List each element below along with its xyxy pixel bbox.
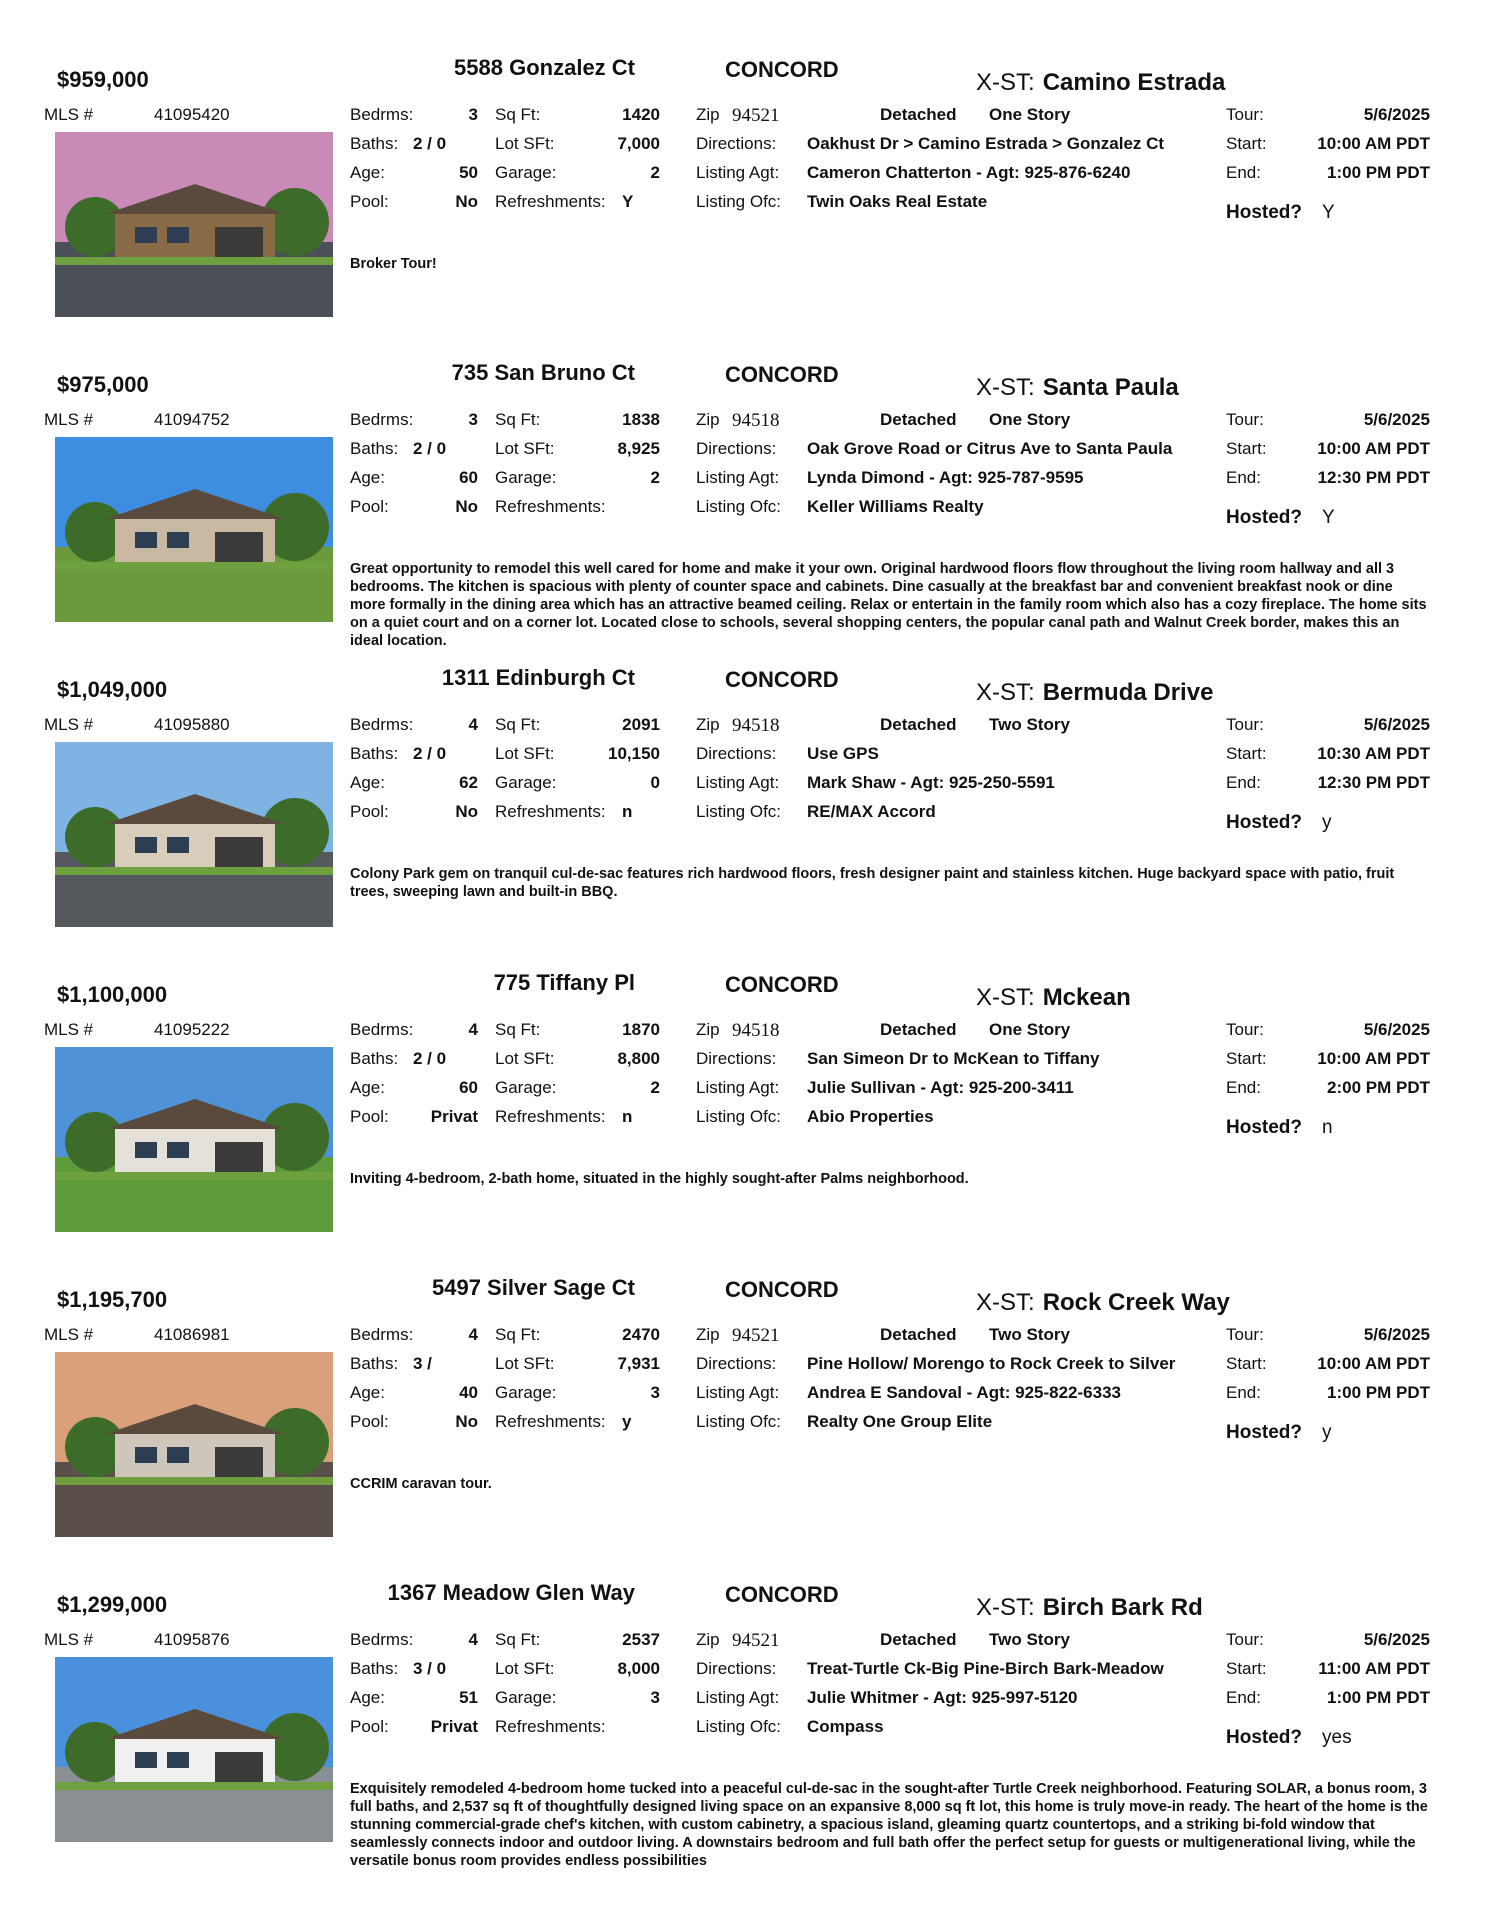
listing-city: CONCORD <box>725 972 839 997</box>
baths-label: Baths: <box>350 1659 399 1678</box>
bedrooms-label: Bedrms: <box>350 1630 414 1649</box>
age-value: 62 <box>459 773 478 792</box>
hosted-value: yes <box>1322 1727 1352 1748</box>
property-photo[interactable] <box>55 132 333 317</box>
pool-label: Pool: <box>350 192 389 211</box>
listing-agent-value: Julie Sullivan - Agt: 925-200-3411 <box>807 1078 1074 1097</box>
listing-agent-label: Listing Agt: <box>696 773 780 792</box>
listing-agent-label: Listing Agt: <box>696 1078 780 1097</box>
zip-value: 94518 <box>732 410 780 431</box>
end-label: End: <box>1226 1688 1261 1707</box>
listing <box>0 360 1487 660</box>
listing-remarks: Colony Park gem on tranquil cul-de-sac features rich hardwood floors, fresh designer paint and stainless kitchen. Huge backyard space with patio, fruit trees, sweeping lawn and built-in BBQ. <box>350 866 1395 900</box>
property-type: Detached <box>880 715 957 734</box>
garage-value: 3 <box>650 1688 660 1707</box>
listing-agent-value: Lynda Dimond - Agt: 925-787-9595 <box>807 468 1084 487</box>
mls-number: 41095222 <box>154 1020 230 1039</box>
listing-address: 1311 Edinburgh Ct <box>441 665 635 690</box>
refreshments-value: n <box>622 802 633 821</box>
bedrooms-label: Bedrms: <box>350 1325 414 1344</box>
property-photo[interactable] <box>55 1047 333 1232</box>
start-label: Start: <box>1226 744 1267 763</box>
lot-sqft-value: 8,000 <box>617 1659 660 1678</box>
bedrooms-value: 4 <box>468 1020 478 1039</box>
listing-agent-value: Julie Whitmer - Agt: 925-997-5120 <box>807 1688 1078 1707</box>
listing-office-label: Listing Ofc: <box>696 192 782 211</box>
directions-value: Treat-Turtle Ck-Big Pine-Birch Bark-Meadow <box>807 1659 1164 1678</box>
listing-office-value: Keller Williams Realty <box>807 497 984 516</box>
stories: Two Story <box>989 715 1070 734</box>
start-time: 10:00 AM PDT <box>1317 439 1430 458</box>
directions-label: Directions: <box>696 744 777 763</box>
sqft-value: 2537 <box>622 1630 660 1649</box>
zip-label: Zip <box>696 105 720 124</box>
pool-value: Privat <box>430 1717 478 1736</box>
tour-date: 5/6/2025 <box>1363 715 1430 734</box>
tour-label: Tour: <box>1226 410 1264 429</box>
sqft-label: Sq Ft: <box>495 1020 541 1039</box>
tour-date: 5/6/2025 <box>1363 410 1430 429</box>
garage-value: 3 <box>650 1383 660 1402</box>
listing <box>0 1580 1487 1880</box>
lot-sqft-label: Lot SFt: <box>495 1049 555 1068</box>
lot-sqft-label: Lot SFt: <box>495 744 555 763</box>
property-type: Detached <box>880 1325 957 1344</box>
zip-value: 94521 <box>732 1630 780 1651</box>
listing-address: 735 San Bruno Ct <box>451 360 635 385</box>
listing-office-label: Listing Ofc: <box>696 802 782 821</box>
cross-street-label: X-ST: <box>976 374 1035 401</box>
sqft-label: Sq Ft: <box>495 1630 541 1649</box>
garage-label: Garage: <box>495 468 557 487</box>
start-time: 10:00 AM PDT <box>1317 1354 1430 1373</box>
refreshments-label: Refreshments: <box>495 497 606 516</box>
age-value: 51 <box>459 1688 478 1707</box>
mls-number: 41094752 <box>154 410 230 429</box>
listing-remarks: Exquisitely remodeled 4-bedroom home tucked into a peaceful cul-de-sac in the sought-after Turtle Creek neighborhood. Featuring SOLAR, a bonus room, 3 full baths, and 2,537 sq ft of thoughtfully designed living space on an expansive 8,000 sq ft lot, this home is truly move-in ready. The heart of the home is the stunning commercial-grade chef's kitchen, with custom cabinetry, a spacious island, gleaming quartz countertops, and a striking bi-fold window that seamlessly connects indoor and outdoor living. A downstairs bedroom and full bath offer the perfect setup for guests or multigenerational living, while the versatile bonus room provides endless possibilities <box>350 1781 1428 1869</box>
refreshments-label: Refreshments: <box>495 192 606 211</box>
garage-label: Garage: <box>495 163 557 182</box>
directions-label: Directions: <box>696 439 777 458</box>
start-label: Start: <box>1226 134 1267 153</box>
listing-office-label: Listing Ofc: <box>696 1412 782 1431</box>
bedrooms-value: 4 <box>468 1630 478 1649</box>
property-photo[interactable] <box>55 437 333 622</box>
hosted-label: Hosted? <box>1226 202 1302 223</box>
age-value: 40 <box>459 1383 478 1402</box>
tour-label: Tour: <box>1226 1630 1264 1649</box>
pool-value: No <box>455 802 478 821</box>
stories: One Story <box>989 105 1071 124</box>
listing-price: $1,049,000 <box>57 677 168 702</box>
listing <box>0 1275 1487 1575</box>
cross-street-value: Rock Creek Way <box>1042 1289 1230 1316</box>
pool-value: No <box>455 192 478 211</box>
hosted-label: Hosted? <box>1226 507 1302 528</box>
property-photo[interactable] <box>55 1352 333 1537</box>
directions-label: Directions: <box>696 134 777 153</box>
baths-label: Baths: <box>350 1354 399 1373</box>
baths-value: 2 / 0 <box>413 134 447 153</box>
refreshments-value: n <box>622 1107 633 1126</box>
house-photo-icon <box>55 1047 333 1232</box>
pool-label: Pool: <box>350 1107 389 1126</box>
baths-value: 2 / 0 <box>413 439 447 458</box>
sqft-value: 1870 <box>622 1020 660 1039</box>
stories: Two Story <box>989 1630 1070 1649</box>
cross-street-value: Birch Bark Rd <box>1042 1594 1203 1621</box>
listing-city: CONCORD <box>725 362 839 387</box>
age-label: Age: <box>350 468 385 487</box>
listing-remarks: Great opportunity to remodel this well cared for home and make it your own. Original hardwood floors flow throughout the living room hallway and all 3 bedrooms. The kitchen is spacious with plenty of counter space and cabinets. Dine casually at the breakfast bar and convenient breakfast nook or dine more formally in the dining area which has an attractive beamed ceiling. Relax or entertain in the family room which also has a cozy fireplace. The home sits on a quiet court and on a corner lot. Located close to schools, several shopping centers, the popular canal path and Walnut Creek border, makes this an ideal location. <box>350 561 1427 649</box>
property-type: Detached <box>880 1020 957 1039</box>
cross-street <box>976 69 1225 97</box>
garage-label: Garage: <box>495 773 557 792</box>
end-time: 2:00 PM PDT <box>1327 1078 1430 1097</box>
refreshments-label: Refreshments: <box>495 1107 606 1126</box>
sqft-value: 2470 <box>622 1325 660 1344</box>
age-label: Age: <box>350 163 385 182</box>
cross-street <box>976 1594 1203 1622</box>
sqft-value: 1420 <box>622 105 660 124</box>
listing-address: 5497 Silver Sage Ct <box>431 1275 635 1300</box>
mls-number: 41095420 <box>154 105 230 124</box>
stories: One Story <box>989 1020 1071 1039</box>
pool-label: Pool: <box>350 497 389 516</box>
hosted-value: Y <box>1322 202 1335 223</box>
listing-office-label: Listing Ofc: <box>696 497 782 516</box>
hosted-value: y <box>1322 812 1332 833</box>
listing-office-label: Listing Ofc: <box>696 1717 782 1736</box>
property-photo[interactable] <box>55 1657 333 1842</box>
garage-label: Garage: <box>495 1688 557 1707</box>
tour-label: Tour: <box>1226 1020 1264 1039</box>
directions-value: Use GPS <box>807 744 879 763</box>
listing-address: 5588 Gonzalez Ct <box>454 55 635 80</box>
mls-label: MLS # <box>44 105 94 124</box>
age-label: Age: <box>350 1383 385 1402</box>
cross-street <box>976 1289 1230 1317</box>
tour-label: Tour: <box>1226 105 1264 124</box>
baths-value: 2 / 0 <box>413 744 447 763</box>
listing-agent-value: Cameron Chatterton - Agt: 925-876-6240 <box>807 163 1131 182</box>
hosted-value: n <box>1322 1117 1333 1138</box>
listing-agent-value: Mark Shaw - Agt: 925-250-5591 <box>807 773 1055 792</box>
hosted-value: y <box>1322 1422 1332 1443</box>
directions-value: Oak Grove Road or Citrus Ave to Santa Paula <box>807 439 1173 458</box>
tour-date: 5/6/2025 <box>1363 1325 1430 1344</box>
age-label: Age: <box>350 773 385 792</box>
sqft-label: Sq Ft: <box>495 105 541 124</box>
tour-date: 5/6/2025 <box>1363 105 1430 124</box>
directions-label: Directions: <box>696 1354 777 1373</box>
end-time: 12:30 PM PDT <box>1317 468 1430 487</box>
listing-city: CONCORD <box>725 57 839 82</box>
lot-sqft-label: Lot SFt: <box>495 134 555 153</box>
listing-city: CONCORD <box>725 1277 839 1302</box>
zip-value: 94518 <box>732 1020 780 1041</box>
mls-number: 41086981 <box>154 1325 230 1344</box>
listing-agent-label: Listing Agt: <box>696 468 780 487</box>
property-type: Detached <box>880 410 957 429</box>
cross-street-value: Camino Estrada <box>1042 69 1226 96</box>
cross-street <box>976 984 1131 1012</box>
garage-value: 2 <box>650 1078 660 1097</box>
age-value: 60 <box>459 1078 478 1097</box>
baths-value: 3 / <box>413 1354 432 1373</box>
cross-street-label: X-ST: <box>976 1594 1035 1621</box>
property-type: Detached <box>880 105 957 124</box>
cross-street <box>976 374 1179 402</box>
age-label: Age: <box>350 1078 385 1097</box>
bedrooms-value: 4 <box>468 715 478 734</box>
cross-street-label: X-ST: <box>976 984 1035 1011</box>
baths-value: 2 / 0 <box>413 1049 447 1068</box>
lot-sqft-label: Lot SFt: <box>495 1354 555 1373</box>
mls-label: MLS # <box>44 1020 94 1039</box>
lot-sqft-label: Lot SFt: <box>495 1659 555 1678</box>
bedrooms-label: Bedrms: <box>350 105 414 124</box>
bedrooms-label: Bedrms: <box>350 1020 414 1039</box>
hosted-label: Hosted? <box>1226 1117 1302 1138</box>
start-label: Start: <box>1226 1354 1267 1373</box>
end-label: End: <box>1226 1078 1261 1097</box>
end-label: End: <box>1226 1383 1261 1402</box>
garage-label: Garage: <box>495 1078 557 1097</box>
directions-value: San Simeon Dr to McKean to Tiffany <box>807 1049 1100 1068</box>
refreshments-label: Refreshments: <box>495 802 606 821</box>
hosted-label: Hosted? <box>1226 812 1302 833</box>
mls-number: 41095876 <box>154 1630 230 1649</box>
garage-value: 0 <box>650 773 660 792</box>
lot-sqft-label: Lot SFt: <box>495 439 555 458</box>
listing-office-value: Compass <box>807 1717 884 1736</box>
listing-remarks: Broker Tour! <box>350 256 437 272</box>
listing-remarks: CCRIM caravan tour. <box>350 1476 492 1492</box>
sqft-value: 2091 <box>622 715 660 734</box>
listing <box>0 665 1487 965</box>
start-label: Start: <box>1226 1049 1267 1068</box>
listing-office-label: Listing Ofc: <box>696 1107 782 1126</box>
house-photo-icon <box>55 132 333 317</box>
cross-street-label: X-ST: <box>976 1289 1035 1316</box>
pool-value: Privat <box>430 1107 478 1126</box>
pool-label: Pool: <box>350 1717 389 1736</box>
listing-office-value: Realty One Group Elite <box>807 1412 993 1431</box>
listing-price: $959,000 <box>57 67 149 92</box>
mls-label: MLS # <box>44 1630 94 1649</box>
directions-value: Pine Hollow/ Morengo to Rock Creek to Silver <box>807 1354 1176 1373</box>
sqft-label: Sq Ft: <box>495 715 541 734</box>
baths-label: Baths: <box>350 439 399 458</box>
garage-label: Garage: <box>495 1383 557 1402</box>
listing <box>0 55 1487 355</box>
end-label: End: <box>1226 773 1261 792</box>
hosted-label: Hosted? <box>1226 1422 1302 1443</box>
tour-date: 5/6/2025 <box>1363 1020 1430 1039</box>
bedrooms-label: Bedrms: <box>350 715 414 734</box>
sqft-value: 1838 <box>622 410 660 429</box>
listing-agent-value: Andrea E Sandoval - Agt: 925-822-6333 <box>807 1383 1121 1402</box>
listing-agent-label: Listing Agt: <box>696 1383 780 1402</box>
listing-agent-label: Listing Agt: <box>696 1688 780 1707</box>
zip-label: Zip <box>696 1020 720 1039</box>
start-label: Start: <box>1226 1659 1267 1678</box>
directions-label: Directions: <box>696 1659 777 1678</box>
age-value: 60 <box>459 468 478 487</box>
property-photo[interactable] <box>55 742 333 927</box>
house-photo-icon <box>55 742 333 927</box>
lot-sqft-value: 7,931 <box>617 1354 660 1373</box>
listing-price: $1,100,000 <box>57 982 168 1007</box>
refreshments-value: y <box>622 1412 632 1431</box>
end-time: 1:00 PM PDT <box>1327 1383 1430 1402</box>
cross-street <box>976 679 1213 707</box>
garage-value: 2 <box>650 163 660 182</box>
listing-office-value: RE/MAX Accord <box>807 802 936 821</box>
tour-date: 5/6/2025 <box>1363 1630 1430 1649</box>
pool-label: Pool: <box>350 802 389 821</box>
zip-label: Zip <box>696 1630 720 1649</box>
zip-value: 94518 <box>732 715 780 736</box>
listing-price: $975,000 <box>57 372 149 397</box>
bedrooms-value: 3 <box>468 410 478 429</box>
start-time: 10:00 AM PDT <box>1317 1049 1430 1068</box>
baths-label: Baths: <box>350 744 399 763</box>
zip-label: Zip <box>696 715 720 734</box>
bedrooms-value: 4 <box>468 1325 478 1344</box>
lot-sqft-value: 8,925 <box>617 439 660 458</box>
listing-address: 775 Tiffany Pl <box>493 970 635 995</box>
end-time: 1:00 PM PDT <box>1327 1688 1430 1707</box>
refreshments-label: Refreshments: <box>495 1412 606 1431</box>
end-time: 12:30 PM PDT <box>1317 773 1430 792</box>
hosted-value: Y <box>1322 507 1335 528</box>
cross-street-value: Santa Paula <box>1042 374 1179 401</box>
mls-label: MLS # <box>44 715 94 734</box>
age-value: 50 <box>459 163 478 182</box>
listing-remarks: Inviting 4-bedroom, 2-bath home, situated in the highly sought-after Palms neighborhood. <box>350 1171 969 1187</box>
end-label: End: <box>1226 468 1261 487</box>
start-time: 10:30 AM PDT <box>1317 744 1430 763</box>
baths-label: Baths: <box>350 1049 399 1068</box>
listing-office-value: Twin Oaks Real Estate <box>807 192 988 211</box>
mls-number: 41095880 <box>154 715 230 734</box>
bedrooms-value: 3 <box>468 105 478 124</box>
hosted-label: Hosted? <box>1226 1727 1302 1748</box>
start-label: Start: <box>1226 439 1267 458</box>
baths-value: 3 / 0 <box>413 1659 447 1678</box>
sqft-label: Sq Ft: <box>495 410 541 429</box>
lot-sqft-value: 7,000 <box>617 134 660 153</box>
start-time: 10:00 AM PDT <box>1317 134 1430 153</box>
refreshments-label: Refreshments: <box>495 1717 606 1736</box>
listing-office-value: Abio Properties <box>807 1107 934 1126</box>
house-photo-icon <box>55 1657 333 1842</box>
lot-sqft-value: 8,800 <box>617 1049 660 1068</box>
tour-label: Tour: <box>1226 1325 1264 1344</box>
listing-address: 1367 Meadow Glen Way <box>387 1580 635 1605</box>
zip-value: 94521 <box>732 1325 780 1346</box>
property-type: Detached <box>880 1630 957 1649</box>
listing-price: $1,195,700 <box>57 1287 168 1312</box>
cross-street-value: Mckean <box>1042 984 1131 1011</box>
pool-label: Pool: <box>350 1412 389 1431</box>
cross-street-label: X-ST: <box>976 69 1035 96</box>
pool-value: No <box>455 497 478 516</box>
directions-value: Oakhust Dr > Camino Estrada > Gonzalez Ct <box>807 134 1165 153</box>
cross-street-value: Bermuda Drive <box>1042 679 1214 706</box>
zip-label: Zip <box>696 1325 720 1344</box>
pool-value: No <box>455 1412 478 1431</box>
start-time: 11:00 AM PDT <box>1318 1659 1430 1678</box>
stories: Two Story <box>989 1325 1070 1344</box>
directions-label: Directions: <box>696 1049 777 1068</box>
stories: One Story <box>989 410 1071 429</box>
garage-value: 2 <box>650 468 660 487</box>
end-label: End: <box>1226 163 1261 182</box>
house-photo-icon <box>55 1352 333 1537</box>
tour-label: Tour: <box>1226 715 1264 734</box>
age-label: Age: <box>350 1688 385 1707</box>
cross-street-label: X-ST: <box>976 679 1035 706</box>
zip-value: 94521 <box>732 105 780 126</box>
zip-label: Zip <box>696 410 720 429</box>
lot-sqft-value: 10,150 <box>608 744 660 763</box>
sqft-label: Sq Ft: <box>495 1325 541 1344</box>
listing-agent-label: Listing Agt: <box>696 163 780 182</box>
mls-label: MLS # <box>44 410 94 429</box>
listing-city: CONCORD <box>725 667 839 692</box>
listing <box>0 970 1487 1270</box>
refreshments-value: Y <box>622 192 634 211</box>
listing-city: CONCORD <box>725 1582 839 1607</box>
baths-label: Baths: <box>350 134 399 153</box>
house-photo-icon <box>55 437 333 622</box>
end-time: 1:00 PM PDT <box>1327 163 1430 182</box>
mls-label: MLS # <box>44 1325 94 1344</box>
listing-price: $1,299,000 <box>57 1592 168 1617</box>
bedrooms-label: Bedrms: <box>350 410 414 429</box>
